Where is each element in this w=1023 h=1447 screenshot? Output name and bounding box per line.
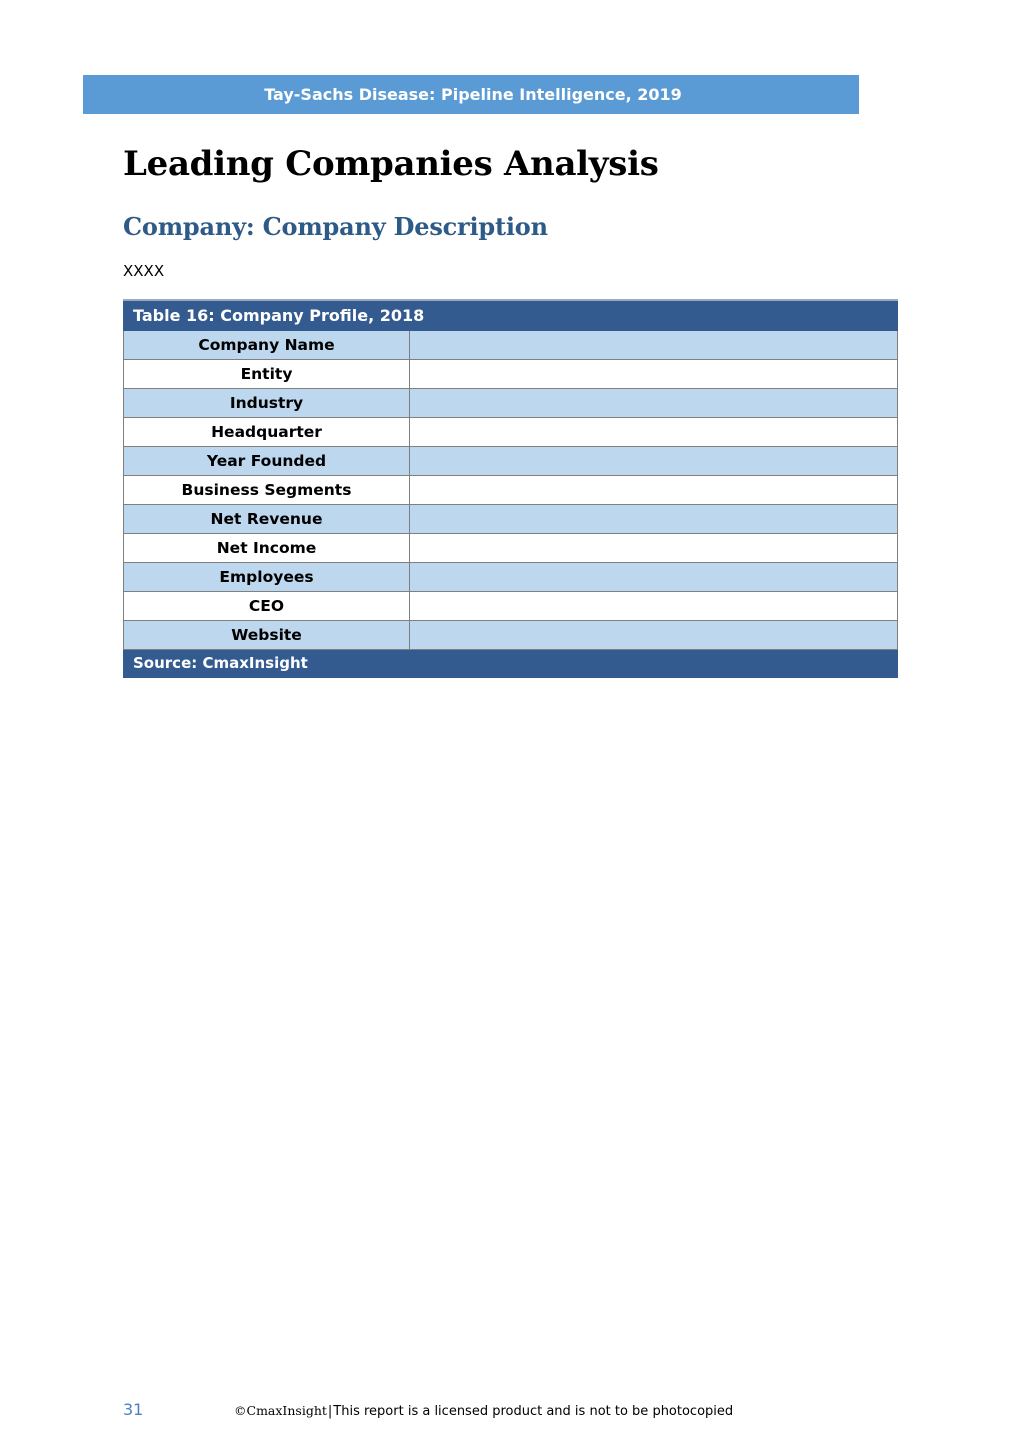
row-label: Business Segments [124,475,410,504]
row-value [410,417,898,446]
table-source: Source: CmaxInsight [124,649,898,677]
row-label: Net Revenue [124,504,410,533]
row-label: Year Founded [124,446,410,475]
table-source-row [124,649,898,677]
row-label: Industry [124,388,410,417]
row-value [410,620,898,649]
row-label: Net Income [124,533,410,562]
body-paragraph: XXXX [123,262,165,280]
table-row [124,620,898,649]
company-profile-table [123,299,898,678]
row-label: Employees [124,562,410,591]
table-row [124,562,898,591]
row-value [410,388,898,417]
table-row [124,591,898,620]
table-row [124,504,898,533]
table-row [124,475,898,504]
table-row [124,446,898,475]
row-value [410,533,898,562]
table-row [124,417,898,446]
table-row [124,359,898,388]
section-subheading: Company: Company Description [123,212,548,241]
license-notice: This report is a licensed product and is not to be photocopied [333,1404,734,1419]
row-value [410,504,898,533]
row-label: Headquarter [124,417,410,446]
footer-notice [234,1400,733,1423]
table-row [124,388,898,417]
report-header-band [83,75,859,114]
row-label: Website [124,620,410,649]
table-caption: Table 16: Company Profile, 2018 [124,300,898,330]
row-value [410,446,898,475]
report-header-title: Tay-Sachs Disease: Pipeline Intelligence, 2019 [264,85,682,104]
row-value [410,359,898,388]
row-label: Company Name [124,330,410,359]
table-row [124,533,898,562]
page-footer [0,1398,1023,1422]
page-heading: Leading Companies Analysis [123,144,659,184]
row-value [410,591,898,620]
row-value [410,475,898,504]
table-row [124,330,898,359]
row-label: Entity [124,359,410,388]
table-caption-row [124,300,898,330]
row-value [410,330,898,359]
page-number: 31 [123,1400,144,1419]
row-value [410,562,898,591]
footer-separator: | [327,1404,333,1419]
copyright-text: ©CmaxInsight [234,1403,327,1418]
row-label: CEO [124,591,410,620]
